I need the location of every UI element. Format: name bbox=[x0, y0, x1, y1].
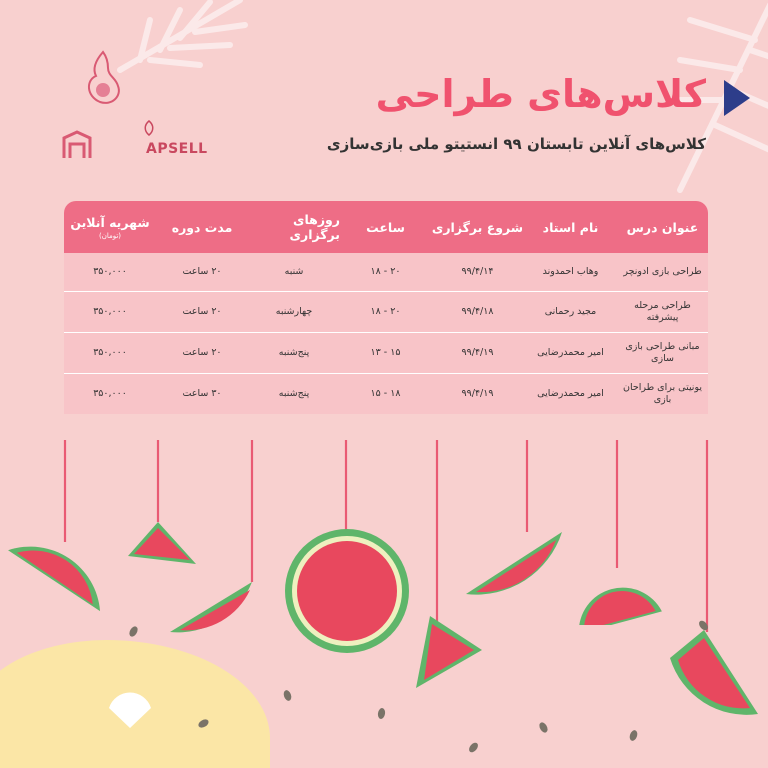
watermelon-whole-icon bbox=[284, 528, 410, 654]
watermelon-slice-7-icon bbox=[572, 565, 662, 625]
table-cell: ۲۰ ساعت bbox=[182, 266, 222, 277]
table-cell: ۹۹/۴/۱۴ bbox=[461, 266, 494, 277]
table-cell: چهارشنبه bbox=[275, 306, 313, 317]
table-cell: ۹۹/۴/۱۹ bbox=[461, 388, 494, 399]
table-cell: مبانی طراحی بازی سازی bbox=[625, 341, 700, 364]
table-cell: ۳۵۰,۰۰۰ bbox=[93, 347, 127, 358]
table-cell: مجید رحمانی bbox=[544, 306, 597, 317]
column-header: شهریه آنلاین (تومان) bbox=[70, 214, 150, 240]
table-cell: ۳۵۰,۰۰۰ bbox=[93, 388, 127, 399]
table-cell: پنج‌شنبه bbox=[278, 347, 310, 358]
page-title: کلاس‌های طراحی bbox=[375, 72, 706, 116]
table-cell: امیر محمدرضایی bbox=[537, 347, 604, 358]
table-row bbox=[64, 253, 708, 292]
column-header: نام استاد bbox=[542, 219, 599, 235]
watermelon-slice-2-icon bbox=[122, 520, 202, 570]
table-cell: ۲۰ - ۱۸ bbox=[370, 306, 401, 317]
watermelon-slice-5-icon bbox=[410, 612, 486, 692]
apsell-logo-text: APSELL bbox=[146, 141, 208, 157]
table-row bbox=[64, 374, 708, 414]
column-header: شروع برگزاری bbox=[431, 219, 524, 235]
table-cell: ۲۰ - ۱۸ bbox=[370, 266, 401, 277]
table-cell: ۳۵۰,۰۰۰ bbox=[93, 266, 127, 277]
table-cell: ۱۵ - ۱۳ bbox=[370, 347, 401, 358]
table-cell: ۲۰ ساعت bbox=[182, 347, 222, 358]
seashell-icon bbox=[105, 690, 155, 730]
table-row bbox=[64, 292, 708, 333]
watermelon-slice-8-icon bbox=[664, 628, 760, 724]
table-cell: پنج‌شنبه bbox=[278, 388, 310, 399]
table-cell: ۳۰ ساعت bbox=[182, 388, 222, 399]
watermelon-slice-1-icon bbox=[8, 530, 108, 620]
column-header: عنوان درس bbox=[626, 219, 699, 235]
column-header: روزهای برگزاری bbox=[289, 212, 340, 242]
table-cell: یونیتی برای طراحان بازی bbox=[622, 382, 703, 405]
column-header: ساعت bbox=[366, 219, 405, 235]
table-cell: طراحی بازی ادونچر bbox=[623, 266, 702, 277]
table-cell: ۱۸ - ۱۵ bbox=[370, 388, 401, 399]
column-header: مدت دوره bbox=[171, 219, 233, 235]
table-cell: ۹۹/۴/۱۸ bbox=[461, 306, 494, 317]
table-cell: ۹۹/۴/۱۹ bbox=[461, 347, 494, 358]
table-cell: شنبه bbox=[284, 266, 304, 277]
table-cell: وهاب احمدوند bbox=[542, 266, 599, 277]
table-body bbox=[64, 253, 708, 414]
watermelon-slice-6-icon bbox=[464, 530, 564, 610]
table-cell: طراحی مرحله پیشرفته bbox=[634, 300, 691, 323]
watermelon-slice-3-icon bbox=[166, 580, 270, 660]
table-cell: امیر محمدرضایی bbox=[537, 388, 604, 399]
page-subtitle: کلاس‌های آنلاین تابستان ۹۹ انستیتو ملی بازی‌سازی bbox=[326, 135, 706, 153]
table-header bbox=[64, 201, 708, 253]
table-cell: ۳۵۰,۰۰۰ bbox=[93, 306, 127, 317]
table-row bbox=[64, 333, 708, 374]
table-cell: ۲۰ ساعت bbox=[182, 306, 222, 317]
schedule-table bbox=[64, 201, 708, 414]
